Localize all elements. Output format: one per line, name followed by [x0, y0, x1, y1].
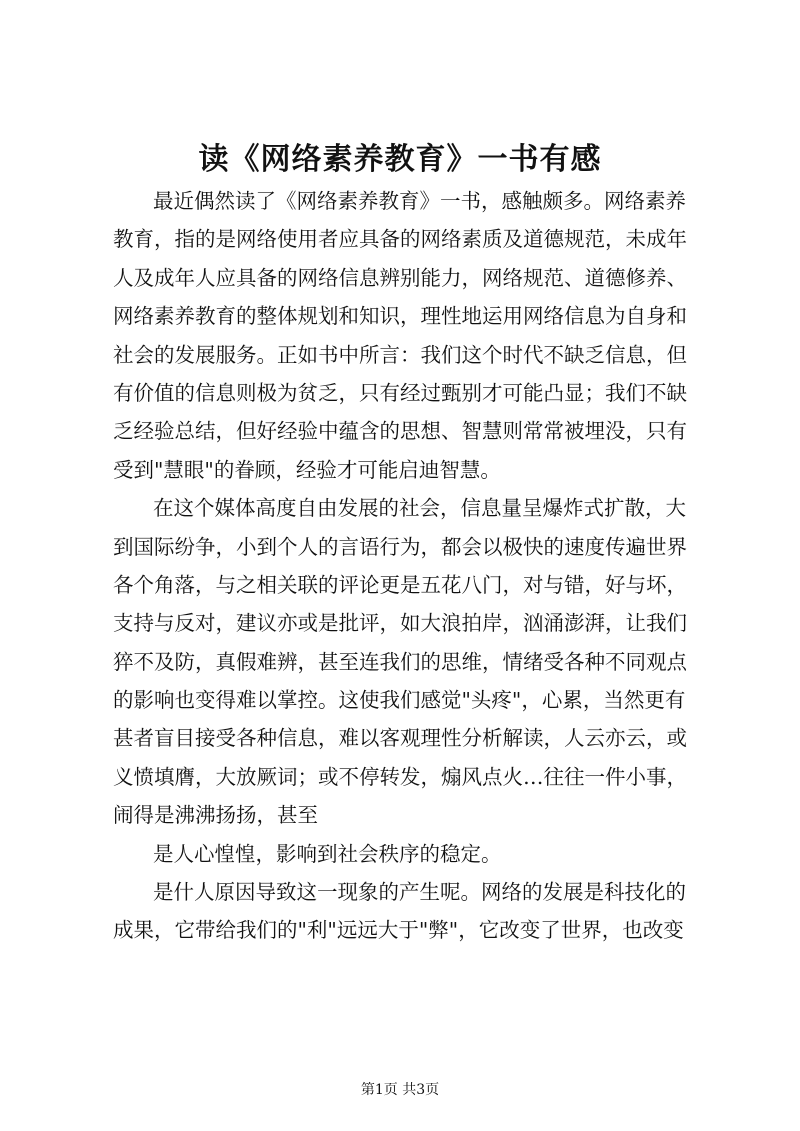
- paragraph-line: 最近偶然读了《网络素养教育》一书，感触颇多。网络素养: [153, 189, 686, 213]
- paragraph-line: 猝不及防，真假难辨，甚至连我们的思维，情绪受各种不同观点: [113, 649, 687, 674]
- paragraph-line: 闹得是沸沸扬扬，甚至: [113, 803, 318, 828]
- paragraph-line: 的影响也变得难以掌控。这使我们感觉"头疼"，心累，当然更有: [113, 688, 686, 713]
- paragraph-line: 是人心惶惶，影响到社会秩序的稳定。: [153, 841, 502, 866]
- paragraph-line: 甚者盲目接受各种信息，难以客观理性分析解读，人云亦云，或: [113, 726, 687, 751]
- paragraph-line: 人及成年人应具备的网络信息辨别能力，网络规范、道德修养、: [113, 265, 687, 290]
- paragraph-line: 乏经验总结，但好经验中蕴含的思想、智慧则常常被埋没，只有: [113, 419, 687, 444]
- paragraph-line: 各个角落，与之相关联的评论更是五花八门，对与错，好与坏，: [113, 572, 687, 597]
- paragraph-line: 教育，指的是网络使用者应具备的网络素质及道德规范，未成年: [113, 227, 687, 252]
- paragraph-line: 有价值的信息则极为贫乏，只有经过甄别才可能凸显；我们不缺: [113, 380, 687, 405]
- document-body: [113, 182, 703, 950]
- page-footer: 第1页 共3页: [360, 1082, 440, 1098]
- paragraph-line: 在这个媒体高度自由发展的社会，信息量呈爆炸式扩散，大: [153, 496, 686, 521]
- paragraph-line: 受到"慧眼"的眷顾，经验才可能启迪智慧。: [113, 457, 501, 482]
- paragraph-line: 社会的发展服务。正如书中所言：我们这个时代不缺乏信息，但: [113, 342, 687, 367]
- document-title: 读《网络素养教育》一书有感: [198, 142, 602, 177]
- paragraph-line: 网络素养教育的整体规划和知识，理性地运用网络信息为自身和: [113, 304, 687, 329]
- paragraph-line: 支持与反对，建议亦或是批评，如大浪拍岸，汹涌澎湃，让我们: [113, 611, 687, 636]
- paragraph-line: 成果，它带给我们的"利"远远大于"弊"，它改变了世界，也改变: [113, 918, 684, 943]
- paragraph-line: 义愤填膺，大放厥词；或不停转发，煽风点火…往往一件小事，: [113, 764, 687, 789]
- paragraph-line: 是什人原因导致这一现象的产生呢。网络的发展是科技化的: [153, 880, 686, 905]
- paragraph-line: 到国际纷争，小到个人的言语行为，都会以极快的速度传遍世界: [113, 534, 687, 559]
